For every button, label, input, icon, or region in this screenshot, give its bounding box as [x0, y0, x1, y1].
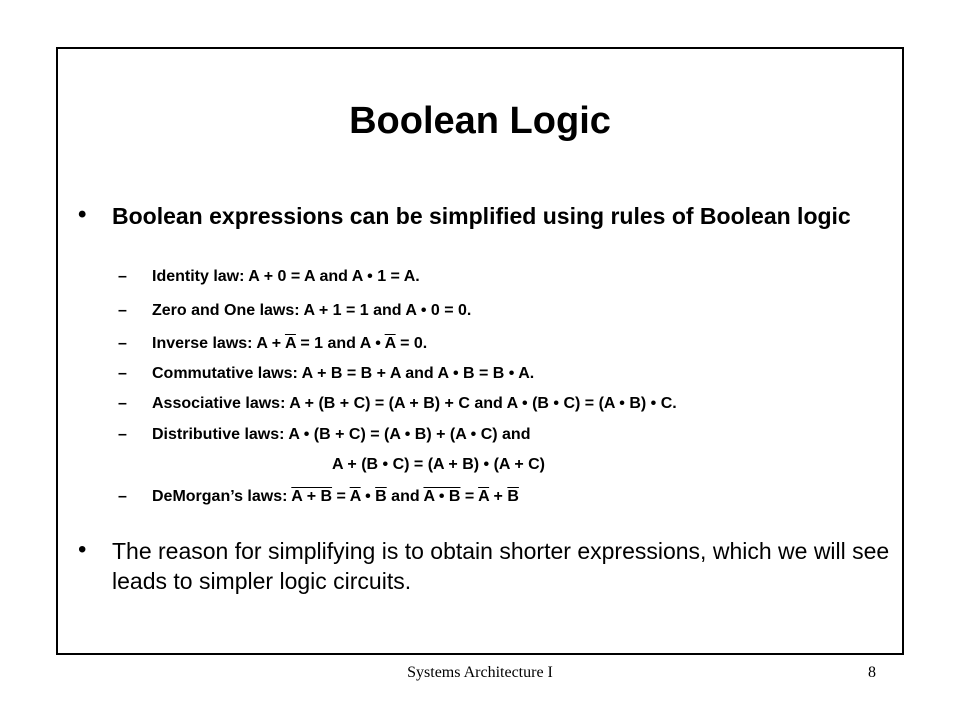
law-distributive — [118, 425, 530, 445]
demorgan-eq-2: = — [460, 488, 479, 505]
bullet-text-1: Boolean expressions can be simplified using rules of Boolean logic — [112, 203, 851, 229]
footer-course-title: Systems Architecture I — [407, 664, 553, 681]
law-inverse-complement-1: $\overline{A}$ — [284, 335, 296, 352]
demorgan-lhs-1: A + B — [291, 488, 333, 505]
law-associative-text: Associative laws: A + (B + C) = (A + B) + C and A • (B • C) = (A • B) • C. — [152, 395, 677, 412]
law-commutative — [118, 364, 534, 384]
demorgan-dot-1: • — [360, 488, 376, 505]
law-inverse — [118, 334, 427, 354]
demorgan-complement-b-2: $\overline{B}$ — [507, 488, 519, 505]
dash: – — [118, 395, 127, 412]
law-inverse-post: = 0. — [395, 335, 428, 352]
demorgan-eq-1: = — [332, 488, 350, 505]
law-zero-one-text: Zero and One laws: A + 1 = 1 and A • 0 = 0. — [152, 302, 472, 319]
demorgan-complement-a-1: $\overline{A}$ — [349, 488, 361, 505]
law-zero-one — [118, 301, 471, 321]
dash: – — [118, 302, 127, 319]
law-commutative-text: Commutative laws: A + B = B + A and A • B = B • A. — [152, 365, 535, 382]
law-identity — [118, 267, 420, 287]
bullet-marker-1: • — [78, 201, 87, 228]
bullet-marker-2: • — [78, 536, 87, 563]
law-demorgan-label: DeMorgan’s laws: — [152, 488, 292, 505]
demorgan-and: and — [386, 488, 424, 505]
law-distributive-continuation: A + (B • C) = (A + B) • (A + C) — [332, 456, 545, 473]
slide-title: Boolean Logic — [349, 100, 611, 142]
dash: – — [118, 268, 127, 285]
law-inverse-complement-2: $\overline{A}$ — [384, 335, 396, 352]
law-inverse-pre: Inverse laws: A + — [152, 335, 285, 352]
dash: – — [118, 426, 127, 443]
law-identity-text: Identity law: A + 0 = A and A • 1 = A. — [152, 268, 420, 285]
bullet-text-2: The reason for simplifying is to obtain shorter expressions, which we will see leads to simpler logic circuits. — [112, 538, 890, 594]
demorgan-lhs-2: A • B — [423, 488, 461, 505]
law-demorgan — [118, 487, 519, 507]
dash: – — [118, 488, 127, 505]
dash: – — [118, 365, 127, 382]
law-inverse-mid: = 1 and A • — [295, 335, 385, 352]
footer-page-number: 8 — [868, 664, 876, 681]
law-associative — [118, 394, 677, 414]
law-distributive-text-1: Distributive laws: A • (B + C) = (A • B) + (A • C) and — [152, 426, 531, 443]
demorgan-complement-b-1: $\overline{B}$ — [375, 488, 387, 505]
dash: – — [118, 335, 127, 352]
demorgan-plus-2: + — [489, 488, 508, 505]
demorgan-complement-a-2: $\overline{A}$ — [478, 488, 490, 505]
